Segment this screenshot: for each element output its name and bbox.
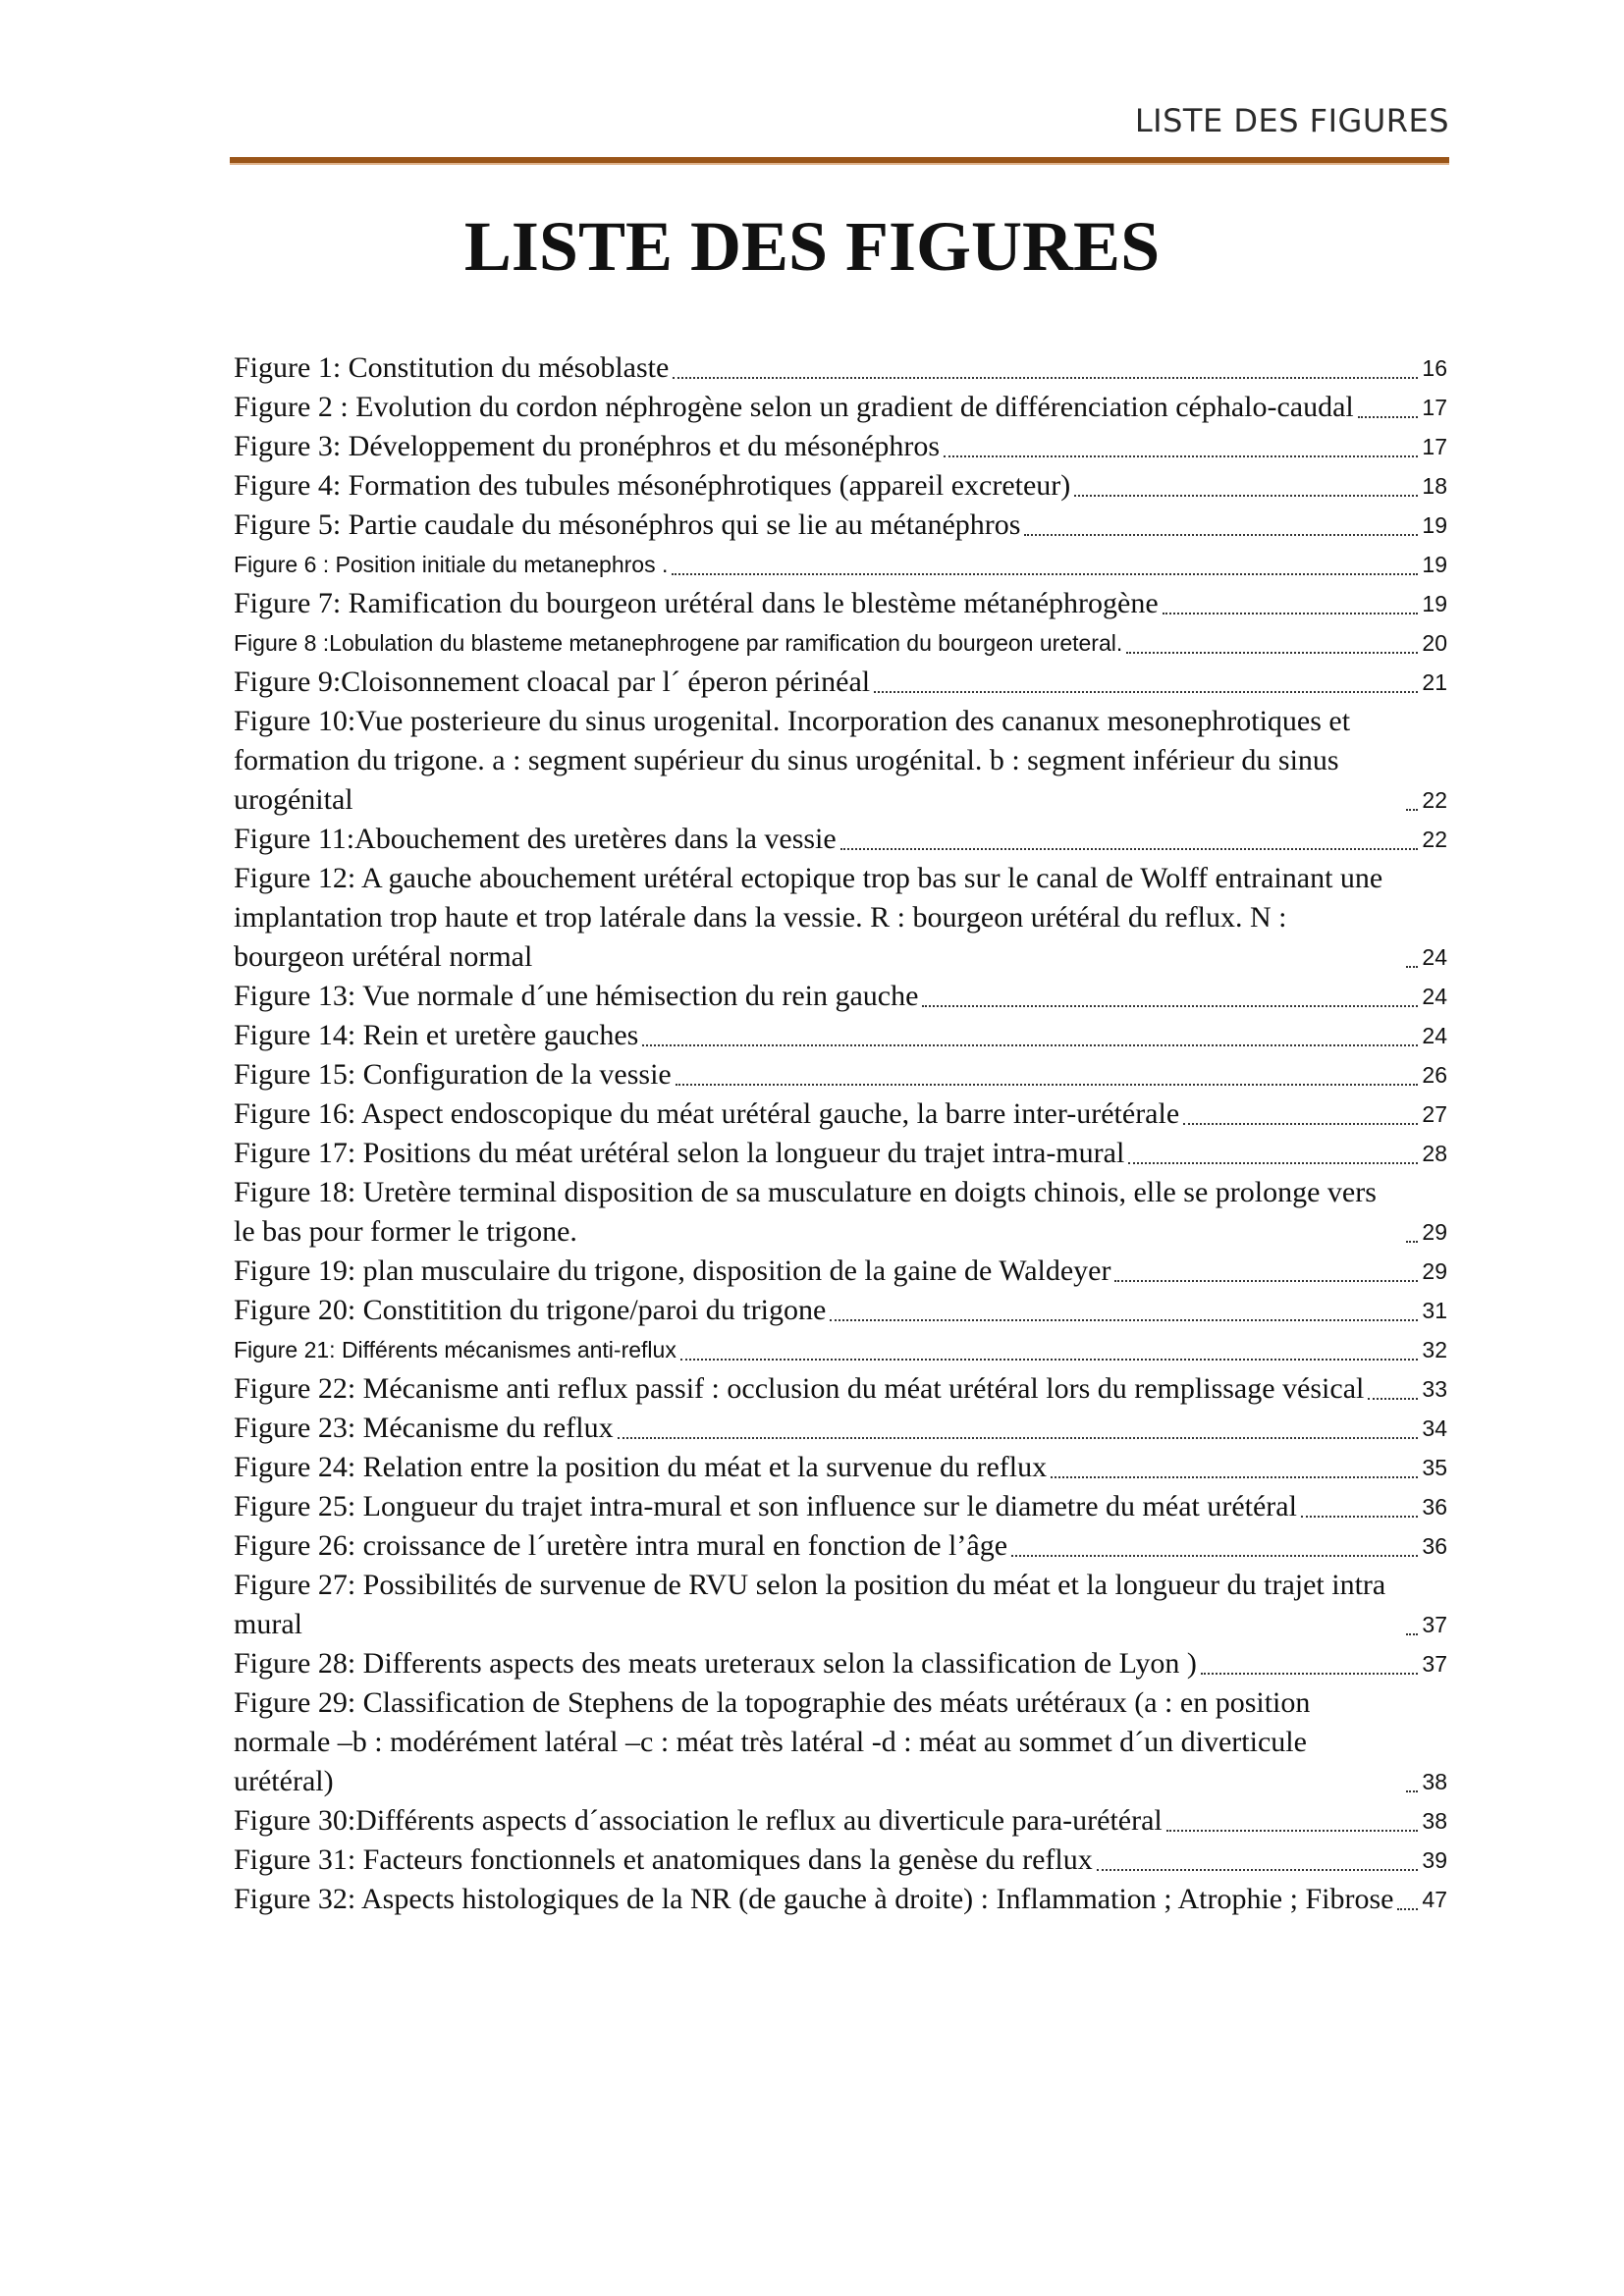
figure-list bbox=[234, 348, 1447, 1919]
dot-leader bbox=[1397, 1908, 1418, 1910]
dot-leader bbox=[1183, 1123, 1418, 1125]
page-number: 39 bbox=[1422, 1847, 1447, 1873]
dot-leader bbox=[1128, 1162, 1418, 1164]
page-number: 19 bbox=[1422, 512, 1447, 538]
figure-caption: Figure 1: Constitution du mésoblaste bbox=[234, 351, 670, 384]
figure-list-entry[interactable] bbox=[234, 820, 1447, 859]
dot-leader bbox=[1051, 1476, 1418, 1478]
figure-caption: Figure 28: Differents aspects des meats ureteraux selon la classification de Lyon ) bbox=[234, 1647, 1197, 1680]
page-number: 38 bbox=[1422, 1769, 1447, 1794]
figure-caption: Figure 9:Cloisonnement cloacal par l´ éperon périnéal bbox=[234, 666, 871, 698]
dot-leader bbox=[874, 691, 1418, 693]
page-number: 35 bbox=[1422, 1455, 1447, 1480]
dot-leader bbox=[618, 1437, 1419, 1439]
page-number: 31 bbox=[1422, 1298, 1447, 1323]
figure-caption: Figure 2 : Evolution du cordon néphrogène selon un gradient de différenciation céphalo-caudal bbox=[234, 391, 1354, 423]
figure-caption: Figure 23: Mécanisme du reflux bbox=[234, 1412, 614, 1444]
dot-leader bbox=[1358, 416, 1419, 418]
dot-leader bbox=[1126, 652, 1418, 654]
running-header: LISTE DES FIGURES bbox=[1134, 102, 1449, 139]
page-number: 19 bbox=[1422, 552, 1447, 577]
figure-list-entry[interactable] bbox=[234, 623, 1447, 663]
figure-caption: Figure 13: Vue normale d´une hémisection du rein gauche bbox=[234, 980, 919, 1012]
figure-caption: Figure 5: Partie caudale du mésonéphros qui se lie au métanéphros bbox=[234, 508, 1021, 541]
figure-caption: Figure 30:Différents aspects d´association le reflux au diverticule para-urétéral bbox=[234, 1804, 1163, 1837]
figure-list-entry[interactable] bbox=[234, 545, 1447, 584]
figure-caption: Figure 6 : Position initiale du metanephros . bbox=[234, 552, 669, 577]
dot-leader bbox=[1163, 613, 1419, 614]
figure-list-entry[interactable] bbox=[234, 348, 1447, 388]
dot-leader bbox=[1114, 1280, 1418, 1282]
figure-caption: Figure 27: Possibilités de survenue de RVU selon la position du méat et la longueur du trajet intra mural bbox=[234, 1569, 1386, 1640]
figure-list-entry[interactable] bbox=[234, 466, 1447, 506]
figure-caption: Figure 12: A gauche abouchement urétéral ectopique trop bas sur le canal de Wolff entrainant une implantation trop haute et trop latérale dans la vessie. R : bourgeon urétéral du reflux. N : bourgeon urétéral normal bbox=[234, 862, 1383, 973]
page-number: 20 bbox=[1422, 630, 1447, 656]
figure-list-entry[interactable] bbox=[234, 1134, 1447, 1173]
figure-list-entry[interactable] bbox=[234, 1409, 1447, 1448]
figure-list-entry[interactable] bbox=[234, 1095, 1447, 1134]
figure-list-entry[interactable] bbox=[234, 1683, 1447, 1801]
figure-list-entry[interactable] bbox=[234, 1369, 1447, 1409]
page-number: 37 bbox=[1422, 1651, 1447, 1677]
page-number: 22 bbox=[1422, 827, 1447, 852]
page-number: 29 bbox=[1422, 1219, 1447, 1245]
figure-list-entry[interactable] bbox=[234, 1055, 1447, 1095]
figure-list-entry[interactable] bbox=[234, 506, 1447, 545]
dot-leader bbox=[1406, 809, 1418, 811]
dot-leader bbox=[840, 848, 1419, 850]
page-number: 32 bbox=[1422, 1337, 1447, 1362]
page-number: 29 bbox=[1422, 1258, 1447, 1284]
figure-list-entry[interactable] bbox=[234, 1173, 1447, 1252]
page-number: 18 bbox=[1422, 473, 1447, 499]
dot-leader bbox=[676, 1084, 1419, 1086]
figure-list-entry[interactable] bbox=[234, 1016, 1447, 1055]
dot-leader bbox=[672, 573, 1418, 575]
dot-leader bbox=[1011, 1555, 1418, 1557]
figure-list-entry[interactable] bbox=[234, 1291, 1447, 1330]
dot-leader bbox=[1166, 1830, 1419, 1832]
dot-leader bbox=[642, 1044, 1418, 1046]
dot-leader bbox=[1406, 966, 1418, 968]
page-number: 38 bbox=[1422, 1808, 1447, 1834]
figure-caption: Figure 7: Ramification du bourgeon urétéral dans le blestème métanéphrogène bbox=[234, 587, 1159, 619]
figure-list-entry[interactable] bbox=[234, 1448, 1447, 1487]
dot-leader bbox=[1406, 1633, 1418, 1635]
figure-caption: Figure 20: Constitition du trigone/paroi du trigone bbox=[234, 1294, 827, 1326]
page-number: 21 bbox=[1422, 669, 1447, 695]
figure-list-entry[interactable] bbox=[234, 977, 1447, 1016]
figure-caption: Figure 8 :Lobulation du blasteme metanephrogene par ramification du bourgeon ureteral. bbox=[234, 630, 1123, 656]
figure-list-entry[interactable] bbox=[234, 1526, 1447, 1566]
dot-leader bbox=[680, 1359, 1419, 1361]
figure-list-entry[interactable] bbox=[234, 1644, 1447, 1683]
figure-list-entry[interactable] bbox=[234, 1330, 1447, 1369]
page-number: 36 bbox=[1422, 1533, 1447, 1559]
figure-caption: Figure 14: Rein et uretère gauches bbox=[234, 1019, 639, 1051]
figure-list-entry[interactable] bbox=[234, 1801, 1447, 1841]
figure-list-entry[interactable] bbox=[234, 427, 1447, 466]
figure-caption: Figure 19: plan musculaire du trigone, disposition de la gaine de Waldeyer bbox=[234, 1255, 1111, 1287]
figure-list-entry[interactable] bbox=[234, 1487, 1447, 1526]
page-number: 22 bbox=[1422, 787, 1447, 813]
dot-leader bbox=[830, 1319, 1418, 1321]
figure-list-entry[interactable] bbox=[234, 663, 1447, 702]
figure-caption: Figure 25: Longueur du trajet intra-mural et son influence sur le diametre du méat urétéral bbox=[234, 1490, 1297, 1522]
figure-caption: Figure 24: Relation entre la position du méat et la survenue du reflux bbox=[234, 1451, 1048, 1483]
figure-list-entry[interactable] bbox=[234, 584, 1447, 623]
dot-leader bbox=[1301, 1516, 1418, 1518]
figure-caption: Figure 18: Uretère terminal disposition de sa musculature en doigts chinois, elle se prolonge vers le bas pour former le trigone. bbox=[234, 1176, 1377, 1248]
page-number: 34 bbox=[1422, 1415, 1447, 1441]
page-number: 24 bbox=[1422, 1023, 1447, 1048]
dot-leader bbox=[1074, 495, 1418, 497]
dot-leader bbox=[1406, 1241, 1418, 1243]
dot-leader bbox=[1097, 1869, 1419, 1871]
figure-caption: Figure 22: Mécanisme anti reflux passif : occlusion du méat urétéral lors du remplissage vésical bbox=[234, 1372, 1365, 1405]
page-number: 28 bbox=[1422, 1141, 1447, 1166]
dot-leader bbox=[1368, 1398, 1418, 1400]
page-number: 19 bbox=[1422, 591, 1447, 616]
dot-leader bbox=[922, 1005, 1418, 1007]
figure-list-entry[interactable] bbox=[234, 859, 1447, 977]
header-rule bbox=[230, 157, 1449, 165]
page-number: 37 bbox=[1422, 1612, 1447, 1637]
figure-caption: Figure 21: Différents mécanismes anti-reflux bbox=[234, 1337, 677, 1362]
figure-caption: Figure 17: Positions du méat urétéral selon la longueur du trajet intra-mural bbox=[234, 1137, 1125, 1169]
figure-caption: Figure 26: croissance de l´uretère intra mural en fonction de l’âge bbox=[234, 1529, 1008, 1562]
page-number: 24 bbox=[1422, 984, 1447, 1009]
figure-caption: Figure 32: Aspects histologiques de la NR (de gauche à droite) : Inflammation ; Atrophie ; Fibrose bbox=[234, 1883, 1394, 1915]
page-number: 36 bbox=[1422, 1494, 1447, 1520]
page-number: 17 bbox=[1422, 395, 1447, 420]
figure-caption: Figure 16: Aspect endoscopique du méat urétéral gauche, la barre inter-urétérale bbox=[234, 1097, 1180, 1130]
page-number: 47 bbox=[1422, 1887, 1447, 1912]
figure-list-entry[interactable] bbox=[234, 1566, 1447, 1644]
figure-caption: Figure 29: Classification de Stephens de la topographie des méats urétéraux (a : en position normale –b : modérément latéral –c : méat très latéral -d : méat au sommet d´un diverticule urétéral) bbox=[234, 1686, 1311, 1797]
figure-caption: Figure 4: Formation des tubules mésonéphrotiques (appareil excreteur) bbox=[234, 469, 1071, 502]
figure-caption: Figure 11:Abouchement des uretères dans la vessie bbox=[234, 823, 837, 855]
dot-leader bbox=[1024, 534, 1418, 536]
figure-list-entry[interactable] bbox=[234, 388, 1447, 427]
page-number: 17 bbox=[1422, 434, 1447, 459]
page-number: 16 bbox=[1422, 355, 1447, 381]
page-title: LISTE DES FIGURES bbox=[463, 207, 1161, 286]
dot-leader bbox=[944, 455, 1418, 457]
page-number: 24 bbox=[1422, 944, 1447, 970]
figure-list-entry[interactable] bbox=[234, 1841, 1447, 1880]
dot-leader bbox=[1406, 1790, 1418, 1792]
dot-leader bbox=[1201, 1673, 1419, 1675]
figure-caption: Figure 3: Développement du pronéphros et du mésonéphros bbox=[234, 430, 941, 462]
page-number: 27 bbox=[1422, 1101, 1447, 1127]
page-number: 33 bbox=[1422, 1376, 1447, 1402]
figure-caption: Figure 15: Configuration de la vessie bbox=[234, 1058, 672, 1091]
figure-caption: Figure 31: Facteurs fonctionnels et anatomiques dans la genèse du reflux bbox=[234, 1843, 1093, 1876]
figure-caption: Figure 10:Vue posterieure du sinus urogenital. Incorporation des cananux mesonephrotiques et formation du trigone. a : segment supérieur du sinus urogénital. b : segment inférieur du sinus urogénital bbox=[234, 705, 1351, 816]
page-number: 26 bbox=[1422, 1062, 1447, 1088]
figure-list-entry[interactable] bbox=[234, 1252, 1447, 1291]
dot-leader bbox=[673, 377, 1418, 379]
figure-list-entry[interactable] bbox=[234, 702, 1447, 820]
figure-list-entry[interactable] bbox=[234, 1880, 1447, 1919]
